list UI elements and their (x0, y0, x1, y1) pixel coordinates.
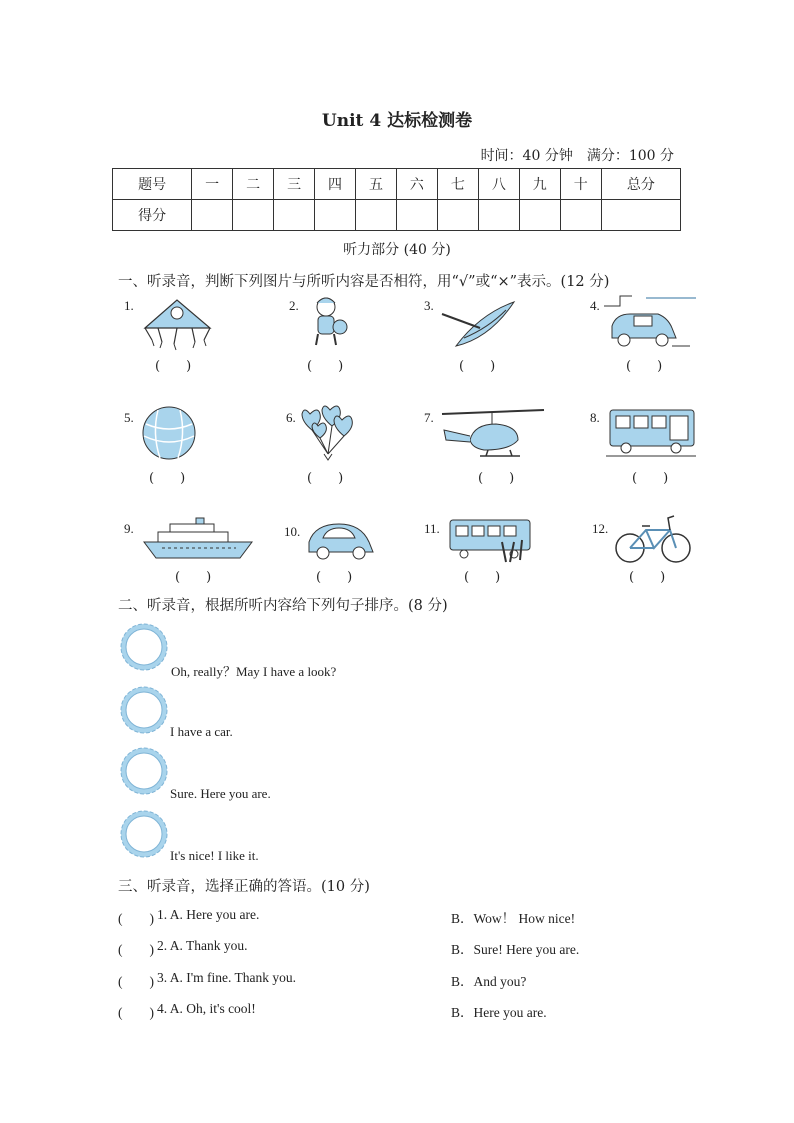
answer-paren[interactable]: ( ) (307, 359, 344, 374)
answer-paren[interactable]: ( ) (155, 359, 192, 374)
item-number: 12. (592, 521, 609, 536)
score-table-score-row (113, 200, 681, 231)
table-cell: 总分 (601, 169, 680, 200)
sentence-4: It's nice! I like it. (170, 848, 259, 863)
item-number: 6. (286, 410, 296, 425)
question-option-a: 3. A. I'm fine. Thank you. (157, 970, 297, 985)
sentence-2: I have a car. (170, 724, 233, 739)
page-title: Unit 4 达标检测卷 (321, 111, 473, 131)
table-cell: 一 (192, 169, 233, 200)
table-cell: 得分 (113, 200, 192, 231)
doll-icon (306, 293, 351, 351)
item-number: 9. (124, 521, 134, 536)
score-input-cell[interactable] (315, 200, 356, 231)
train-icon (448, 516, 533, 564)
listening-heading: 听力部分 (40 分) (343, 242, 451, 258)
boat-icon (440, 298, 520, 350)
question-option-b: B．And you? (451, 974, 527, 989)
taxi-icon (604, 294, 696, 352)
score-input-cell[interactable] (233, 200, 274, 231)
item-number: 7. (424, 410, 434, 425)
section2-heading: 二、听录音，根据所听内容给下列句子排序。(8 分) (118, 598, 448, 614)
order-circle-icon[interactable] (119, 622, 169, 672)
exam-meta: 时间：40 分钟 满分：100 分 (480, 148, 674, 164)
answer-paren[interactable]: ( ) (175, 570, 212, 585)
score-input-cell[interactable] (192, 200, 233, 231)
table-cell: 四 (315, 169, 356, 200)
score-input-cell[interactable] (519, 200, 560, 231)
question-option-b: B．Here you are. (451, 1005, 547, 1020)
answer-paren[interactable]: ( ) (118, 942, 154, 957)
question-option-b: B．Wow！ How nice! (451, 911, 576, 926)
table-cell: 三 (274, 169, 315, 200)
answer-paren[interactable]: ( ) (307, 471, 344, 486)
bus-icon (606, 404, 696, 462)
answer-paren[interactable]: ( ) (464, 570, 501, 585)
item-number: 5. (124, 410, 134, 425)
kite-icon (140, 296, 215, 351)
answer-paren[interactable]: ( ) (118, 974, 154, 989)
score-input-cell[interactable] (437, 200, 478, 231)
score-table (112, 168, 681, 231)
answer-paren[interactable]: ( ) (118, 911, 154, 926)
item-number: 8. (590, 410, 600, 425)
question-option-b: B．Sure! Here you are. (451, 942, 580, 957)
table-cell: 八 (478, 169, 519, 200)
section3-heading: 三、听录音，选择正确的答语。(10 分) (118, 879, 370, 895)
table-cell: 十 (560, 169, 601, 200)
item-number: 3. (424, 298, 434, 313)
answer-paren[interactable]: ( ) (118, 1005, 154, 1020)
score-input-cell[interactable] (274, 200, 315, 231)
ball-icon (140, 404, 198, 462)
ship-icon (142, 516, 254, 562)
score-input-cell[interactable] (560, 200, 601, 231)
order-circle-icon[interactable] (119, 685, 169, 735)
score-input-cell[interactable] (478, 200, 519, 231)
order-circle-icon[interactable] (119, 809, 169, 859)
score-input-cell[interactable] (356, 200, 397, 231)
score-input-cell[interactable] (396, 200, 437, 231)
table-cell: 七 (437, 169, 478, 200)
table-cell: 五 (356, 169, 397, 200)
table-cell: 九 (519, 169, 560, 200)
item-number: 10. (284, 524, 301, 539)
answer-paren[interactable]: ( ) (149, 471, 186, 486)
table-cell: 六 (396, 169, 437, 200)
item-number: 2. (289, 298, 299, 313)
helicopter-icon (440, 406, 545, 464)
answer-paren[interactable]: ( ) (632, 471, 669, 486)
answer-paren[interactable]: ( ) (478, 471, 515, 486)
answer-paren[interactable]: ( ) (629, 570, 666, 585)
order-circle-icon[interactable] (119, 746, 169, 796)
item-number: 11. (424, 521, 440, 536)
sentence-1: Oh, really？May I have a look? (171, 664, 337, 679)
answer-paren[interactable]: ( ) (626, 359, 663, 374)
table-cell: 二 (233, 169, 274, 200)
item-number: 1. (124, 298, 134, 313)
item-number: 4. (590, 298, 600, 313)
question-option-a: 4. A. Oh, it's cool! (157, 1001, 256, 1016)
table-cell: 题号 (113, 169, 192, 200)
question-option-a: 1. A. Here you are. (157, 907, 260, 922)
bike-icon (614, 512, 694, 564)
answer-paren[interactable]: ( ) (316, 570, 353, 585)
question-option-a: 2. A. Thank you. (157, 938, 248, 953)
sentence-3: Sure. Here you are. (170, 786, 271, 801)
answer-paren[interactable]: ( ) (459, 359, 496, 374)
car-icon (305, 518, 375, 562)
score-table-header-row (113, 169, 681, 200)
score-input-cell[interactable] (601, 200, 680, 231)
balloons-icon (300, 404, 355, 464)
section1-heading: 一、听录音，判断下列图片与所听内容是否相符，用“√”或“×”表示。(12 分) (118, 274, 610, 290)
